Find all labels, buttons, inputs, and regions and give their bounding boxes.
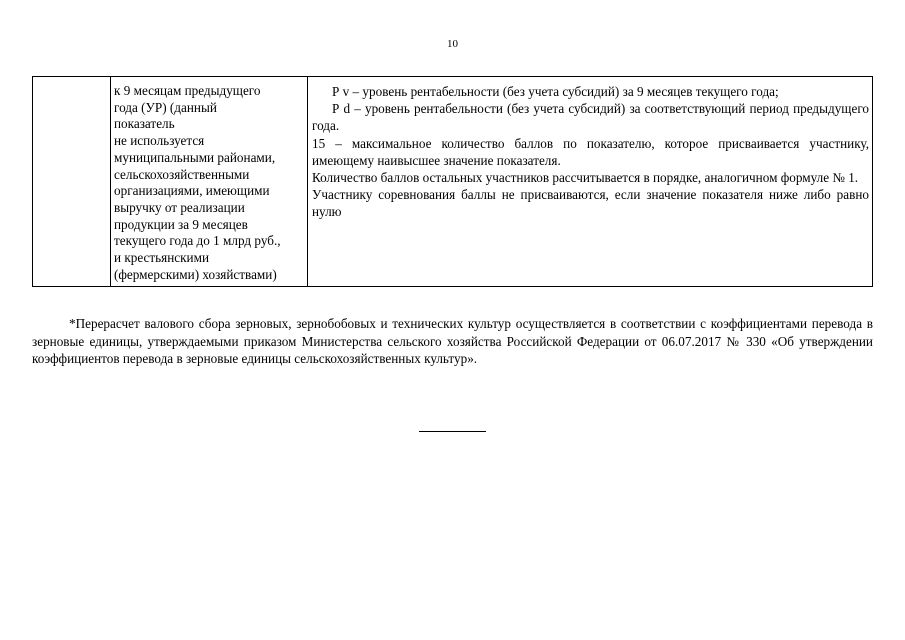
criteria-table <box>32 76 873 287</box>
indicator-line: сельскохозяйственными <box>114 166 250 182</box>
indicator-line: и крестьянскими <box>114 250 210 266</box>
scoring-paragraph: Р d – уровень рентабельности (без учета субсидий) за соответствующий период предыдущего года. <box>312 101 869 134</box>
indicator-line: муниципальными районами, <box>114 149 276 165</box>
indicator-description <box>111 77 307 286</box>
indicator-line: (фермерскими) хозяйствами) <box>114 266 277 282</box>
indicator-line: к 9 месяцам предыдущего <box>114 83 261 98</box>
table-cell-empty <box>33 77 111 287</box>
table-cell-scoring <box>308 77 873 287</box>
scoring-paragraph: Участнику соревнования баллы не присваиваются, если значение показателя ниже либо равно нулю <box>312 187 869 220</box>
scoring-paragraph: Р v – уровень рентабельности (без учета субсидий) за 9 месяцев текущего года; <box>332 84 779 99</box>
end-separator-line <box>419 431 486 432</box>
table-row <box>33 77 873 287</box>
indicator-line: продукции за 9 месяцев <box>114 216 248 232</box>
indicator-line: года (УР) (данный <box>114 99 217 115</box>
indicator-line: показатель <box>114 116 175 132</box>
scoring-description <box>308 77 872 224</box>
scoring-paragraph: Количество баллов остальных участников рассчитывается в порядке, аналогичном формуле № 1. <box>312 170 859 186</box>
indicator-line: не используется <box>114 133 205 149</box>
indicator-line: организациями, имеющими <box>114 183 270 199</box>
table-cell-indicator <box>111 77 308 287</box>
page-number: 10 <box>447 38 458 50</box>
indicator-line: выручку от реализации <box>114 199 245 215</box>
scoring-paragraph: 15 – максимальное количество баллов по показателю, которое присваивается участнику, имеющему наивысшее значение показателя. <box>312 135 869 168</box>
indicator-line: текущего года до 1 млрд руб., <box>114 233 281 249</box>
footnote: *Перерасчет валового сбора зерновых, зернобобовых и технических культур осуществляется в соответствии с коэффициентами перевода в зерновые единицы, утверждаемыми приказом Министерства сельского хозяйства Российской Федерации от 06.07.2017 № 330 «Об утверждении коэффициентов перевода в зерновые единицы сельскохозяйственных культур». <box>32 316 873 367</box>
